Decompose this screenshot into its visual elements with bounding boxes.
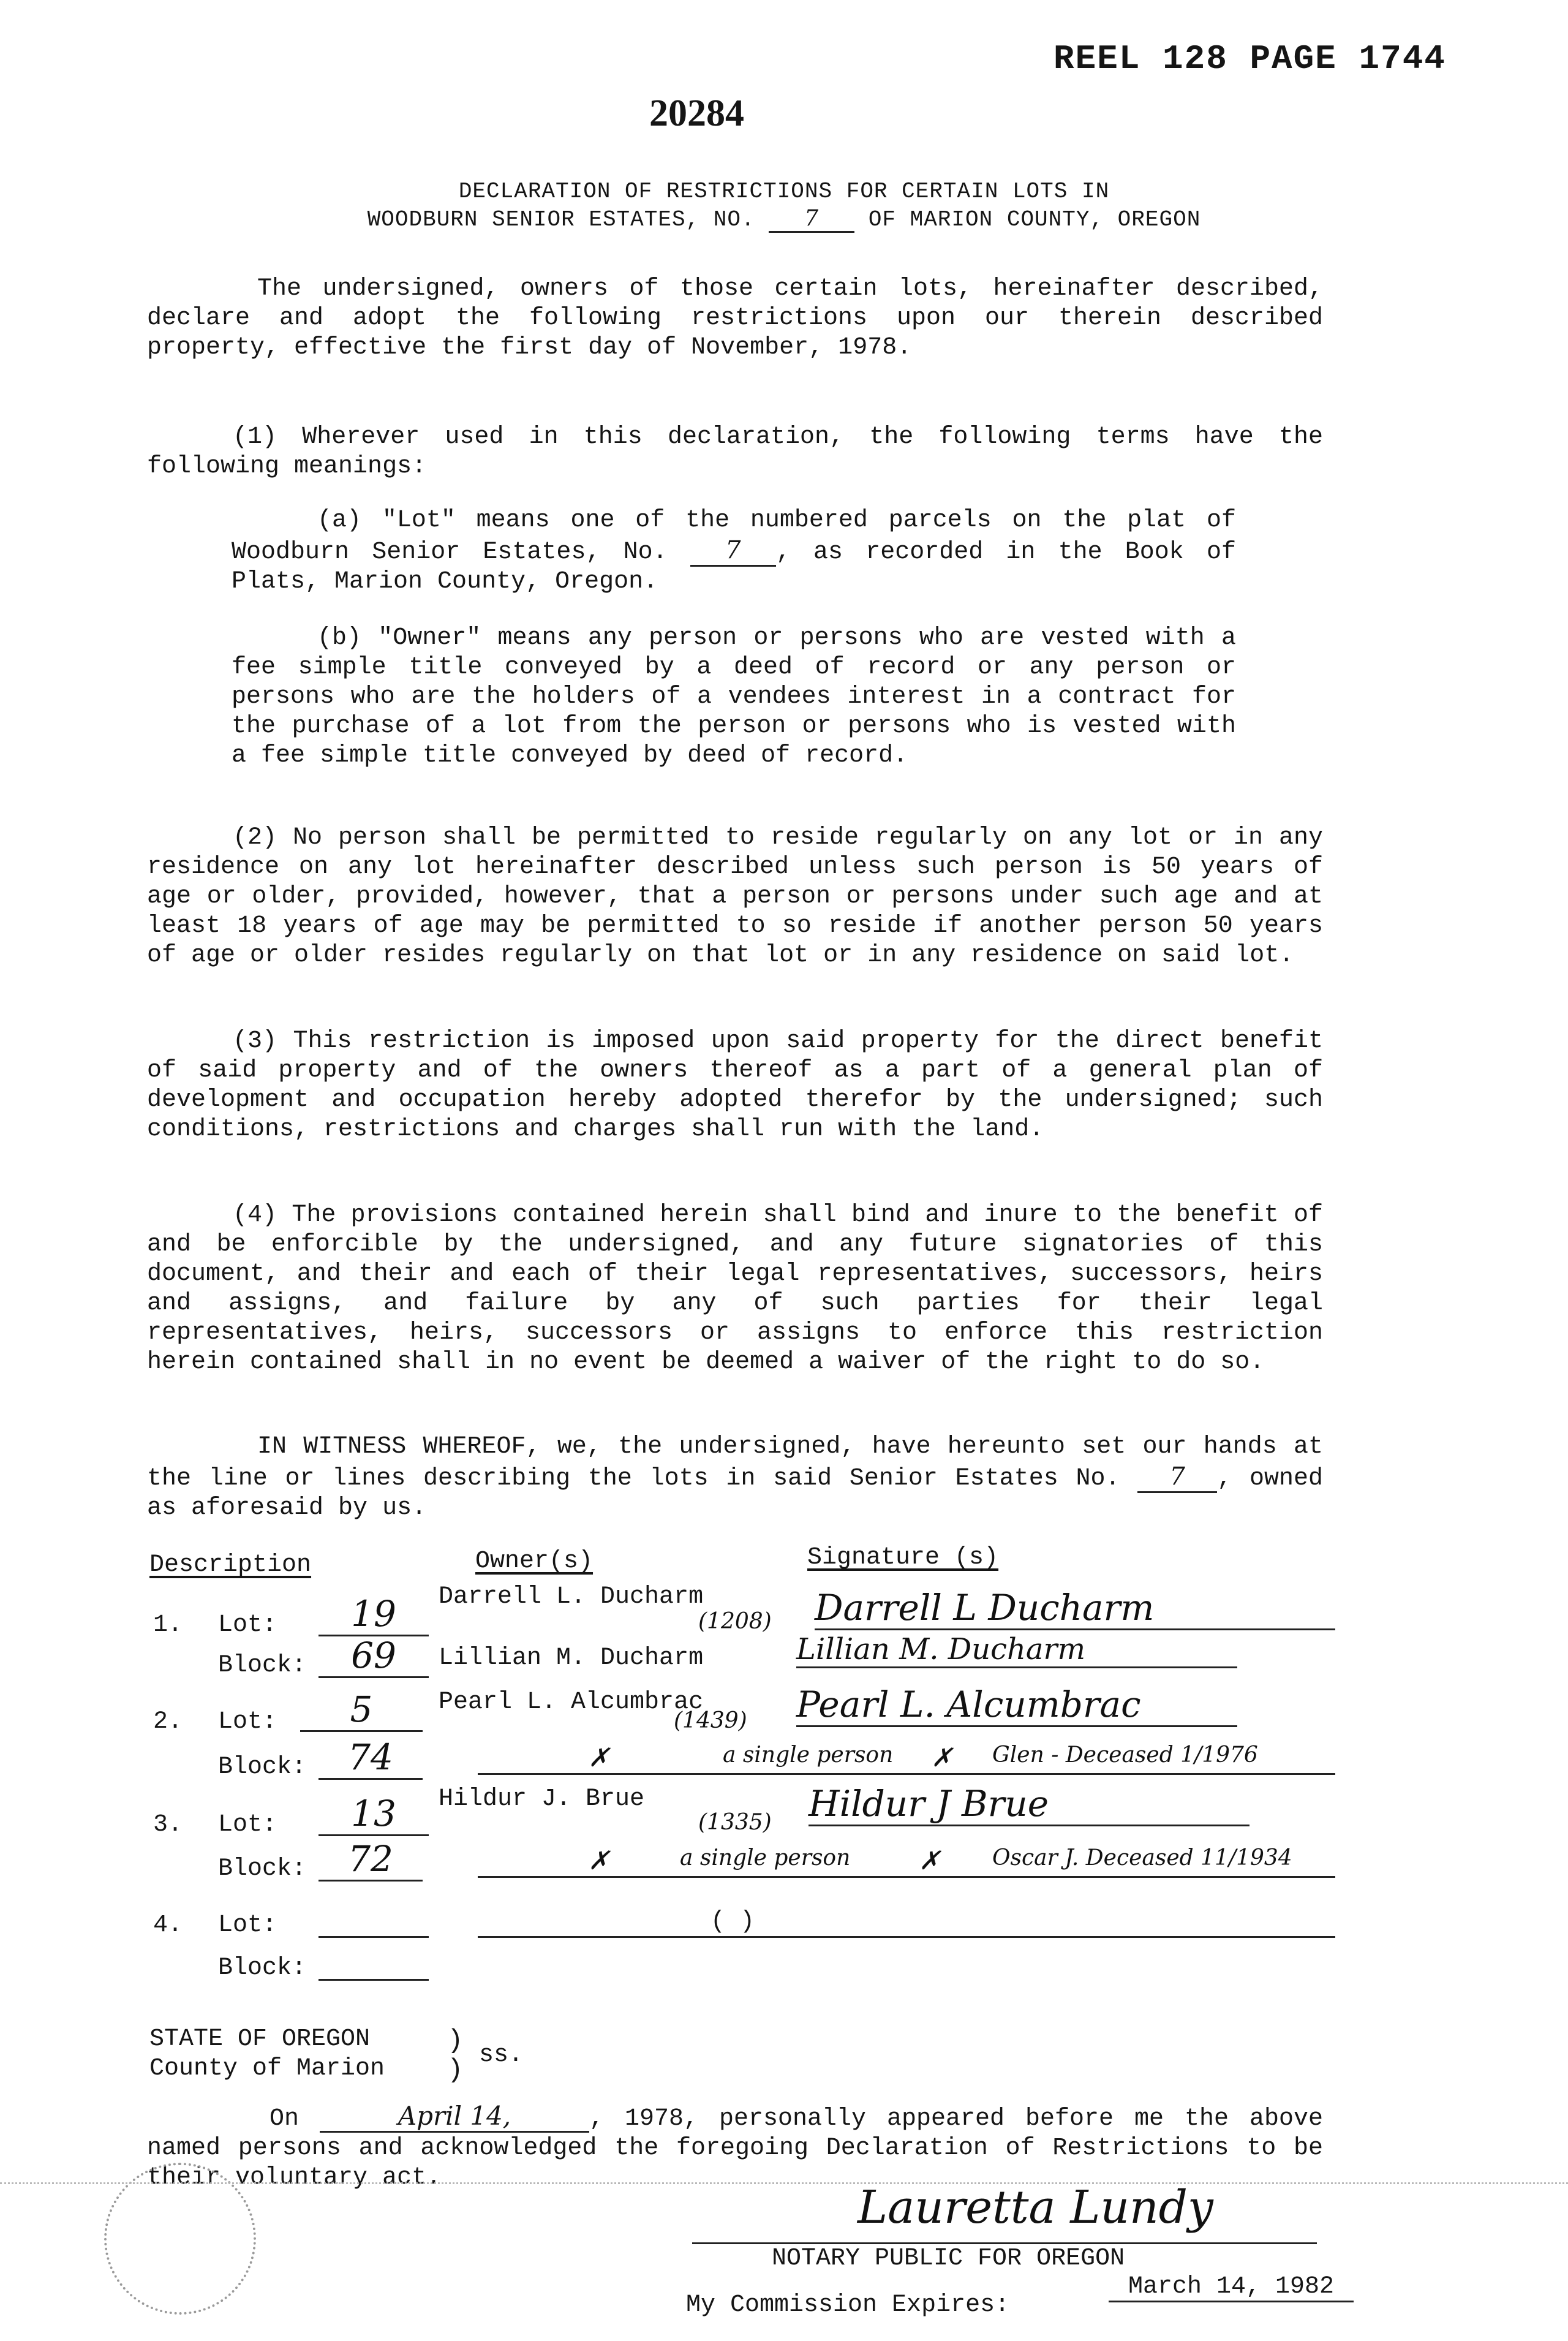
notary-commission-date: March 14, 1982 <box>1109 2273 1354 2302</box>
row-4-owner-line <box>478 1936 1335 1938</box>
row-3-block-value: 72 <box>318 1838 423 1881</box>
notary-title: NOTARY PUBLIC FOR OREGON <box>772 2245 1125 2272</box>
header-description: Description <box>149 1551 312 1579</box>
row-2-note-right: Glen - Deceased 1/1976 <box>992 1742 1258 1768</box>
row-1-signature-2: Lillian M. Ducharm <box>796 1632 1237 1668</box>
row-3-signature-1: Hildur J Brue <box>809 1783 1250 1826</box>
notary-ss: ss. <box>479 2041 524 2069</box>
notary-signature: Lauretta Lundy <box>858 2181 1213 2234</box>
row-1-signature-1: Darrell L Ducharm <box>815 1587 1335 1630</box>
document-title-line2 <box>0 206 1568 233</box>
row-1-number: 1. <box>153 1611 183 1639</box>
header-owners: Owner(s) <box>475 1548 594 1575</box>
row-1-owner-2: Lillian M. Ducharm <box>439 1644 704 1672</box>
row-4-block-line <box>318 1979 429 1981</box>
row-3-lot-label: Lot: <box>218 1811 277 1839</box>
section-1b: (b) "Owner" means any person or persons who are vested with a fee simple title conveyed by a deed of record or any person or persons who are the holders of a vendees interest in a contract for the purchase of a lot from the person or persons who is vested with a fee simple title conveyed by deed of record. <box>232 624 1236 770</box>
row-3-note: a single person <box>680 1845 851 1870</box>
row-4-lot-label: Lot: <box>218 1912 277 1939</box>
header-signatures: Signature (s) <box>807 1544 999 1571</box>
row-2-owner-1: Pearl L. Alcumbrac <box>439 1689 704 1716</box>
row-2-owner-1-number: (1439) <box>674 1708 747 1733</box>
row-1-lot-label: Lot: <box>218 1611 277 1639</box>
row-4-number: 4. <box>153 1912 183 1939</box>
title-suffix: OF MARION COUNTY, OREGON <box>868 207 1201 232</box>
witness-paragraph: IN WITNESS WHEREOF, we, the undersigned, have hereunto set our hands at the line or lines describing the lots in said Senior Estates No. 7 , owned as aforesaid by us. <box>147 1433 1324 1522</box>
row-2-signature-1: Pearl L. Alcumbrac <box>796 1684 1237 1727</box>
row-1-block-label: Block: <box>218 1652 307 1679</box>
row-3-note-line: ✗ a single person ✗ Oscar J. Deceased 11/1934 <box>478 1843 1335 1878</box>
row-1-owner-1: Darrell L. Ducharm <box>439 1583 704 1611</box>
row-1-lot-value: 19 <box>318 1593 429 1636</box>
notary-acknowledgment: On April 14, , 1978, personally appeared before me the above named persons and acknowledged the foregoing Declaration of Restrictions to be their voluntary act. <box>147 2101 1323 2192</box>
row-2-block-label: Block: <box>218 1753 307 1781</box>
notary-state: STATE OF OREGON <box>149 2025 371 2053</box>
section-1: (1) Wherever used in this declaration, the following terms have the following meanings: <box>147 423 1323 480</box>
row-3-block-label: Block: <box>218 1855 307 1883</box>
row-2-block-value: 74 <box>318 1736 423 1780</box>
row-2-note: a single person <box>723 1742 894 1768</box>
row-1-owner-1-number: (1208) <box>698 1609 772 1634</box>
declaration-page: REEL 128 PAGE 1744 20284 DECLARATION OF RESTRICTIONS FOR CERTAIN LOTS IN WOODBURN SENIOR ESTATES, NO. 7 OF MARION COUNTY, OREGON The undersigned, owners of those certain lots, hereinafter described, declare and adopt the following restrictions upon our therein described property, effective the first day of November, 1978. (1) Wherever used in this declaration, the following terms have the following meanings: (a) "Lot" means one of the numbered parcels on the plat of Woodburn Senior Estates, No. 7 , as recorded in the Book of Plats, Marion County, Oregon. (b) "Owner" means any person or persons who are vested with a fee simple title conveyed by a deed of record or any person or persons who are the holders of a vendees interest in a contract for the purchase of a lot from the person or persons who is vested with a fee simple title conveyed by deed of record. (2) No person shall be permitted to reside regularly on any lot or in any residence on any lot hereinafter described unless such person is 50 years of age or older, provided, however, that a person or persons under such age and at least 18 years of age may be permitted to so reside if another person 50 years of age or older resides regularly on that lot or in any residence on said lot. (3) This restriction is imposed upon said property for the direct benefit of said property and of the owners thereof as a part of a general plan of development and occupation hereby adopted therefor by the undersigned; such conditions, restrictions and charges shall run with the land. (4) The provisions contained herein shall bind and inure to the benefit of and be enforcible by the undersigned, and any future signatories of this document, and their and each of their legal representatives, successors, heirs and assigns, and failure by any of such parties for their legal representatives, heirs, successors or assigns to enforce this restriction herein contained shall in no event be deemed a waiver of the right to do so. IN WITNESS WHEREOF, we, the undersigned, have hereunto set our hands at the line or lines describing the lots in said Senior Estates No. 7 , owned as aforesaid by us. Description Owner(s) Signature (s) 1. Lot: 19 Block: 69 Darrell L. Ducharm (1208) Darrell L Ducharm Lillian M. Ducharm Lillian M. Ducharm 2. Lot: 5 Block: 74 Pearl L. Alcumbrac (1439) Pearl L. Alcumbrac ✗ a single person ✗ Glen - Deceased 1/1976 3. Lot: 13 Block: 72 Hildur J. Brue (1335) Hildur J Brue ✗ a single person ✗ Oscar J. Deceased 11/1934 4. Lot: Block: ( ) STATE OF OREGON County of Marion ) ) ss. On April 14, , 1978, personally appeared before me the above named persons and acknowledged the foregoing Declaration of Restrictions to be their voluntary act. Lauretta Lundy NOTARY PUBLIC FOR OREGON My Commission Expires: March 14, 1982 <box>0 0 1568 2341</box>
row-2-lot-label: Lot: <box>218 1708 277 1736</box>
row-3-owner-1: Hildur J. Brue <box>439 1785 645 1813</box>
row-3-lot-value: 13 <box>318 1793 429 1836</box>
row-3-number: 3. <box>153 1811 183 1839</box>
row-4-block-label: Block: <box>218 1954 307 1982</box>
row-3-owner-1-number: (1335) <box>698 1810 772 1835</box>
notary-seal <box>104 2163 256 2315</box>
title-estates-no: 7 <box>769 206 854 233</box>
row-4-owner-number: ( ) <box>710 1908 755 1935</box>
section-2: (2) No person shall be permitted to reside regularly on any lot or in any residence on any lot hereinafter described unless such person is 50 years of age or older, provided, however, that a person or persons under such age and at least 18 years of age may be permitted to so reside if another person 50 years of age or older resides regularly on that lot or in any residence on said lot. <box>147 824 1323 969</box>
notary-county: County of Marion <box>149 2055 385 2082</box>
row-1-block-value: 69 <box>318 1635 429 1678</box>
row-2-lot-value: 5 <box>300 1689 423 1732</box>
section-4: (4) The provisions contained herein shall bind and inure to the benefit of and be enforcible by the undersigned, and any future signatories of this document, and their and each of their legal representatives, successors, heirs and assigns, and failure by any of such parties for their legal representatives, heirs, successors or assigns to enforce this restriction herein contained shall in no event be deemed a waiver of the right to do so. <box>147 1201 1323 1376</box>
title-prefix: WOODBURN SENIOR ESTATES, NO. <box>367 207 755 232</box>
document-number: 20284 <box>649 93 744 134</box>
section-1a-no: 7 <box>690 535 776 567</box>
scan-artifact-line <box>0 2182 1568 2184</box>
notary-commission-label: My Commission Expires: <box>686 2291 1010 2319</box>
notary-signature-line <box>692 2242 1317 2244</box>
section-3: (3) This restriction is imposed upon said property for the direct benefit of said property and of the owners thereof as a part of a general plan of development and occupation hereby adopted therefor by the undersigned; such conditions, restrictions and charges shall run with the land. <box>147 1027 1323 1143</box>
row-2-number: 2. <box>153 1708 183 1736</box>
row-4-lot-line <box>318 1936 429 1938</box>
notary-date: April 14, <box>320 2101 589 2133</box>
intro-paragraph: The undersigned, owners of those certain lots, hereinafter described, declare and adopt the following restrictions upon our therein described property, effective the first day of November, 1978. <box>147 275 1323 361</box>
document-title-line1: DECLARATION OF RESTRICTIONS FOR CERTAIN LOTS IN <box>458 179 1110 204</box>
row-3-note-right: Oscar J. Deceased 11/1934 <box>992 1845 1292 1870</box>
section-1a: (a) "Lot" means one of the numbered parcels on the plat of Woodburn Senior Estates, No. 7 , as recorded in the Book of Plats, Marion County, Oregon. <box>232 507 1236 596</box>
reel-page-stamp: REEL 128 PAGE 1744 <box>1054 39 1446 78</box>
witness-estates-no: 7 <box>1137 1462 1217 1493</box>
row-2-note-line: ✗ a single person ✗ Glen - Deceased 1/1976 <box>478 1740 1335 1775</box>
